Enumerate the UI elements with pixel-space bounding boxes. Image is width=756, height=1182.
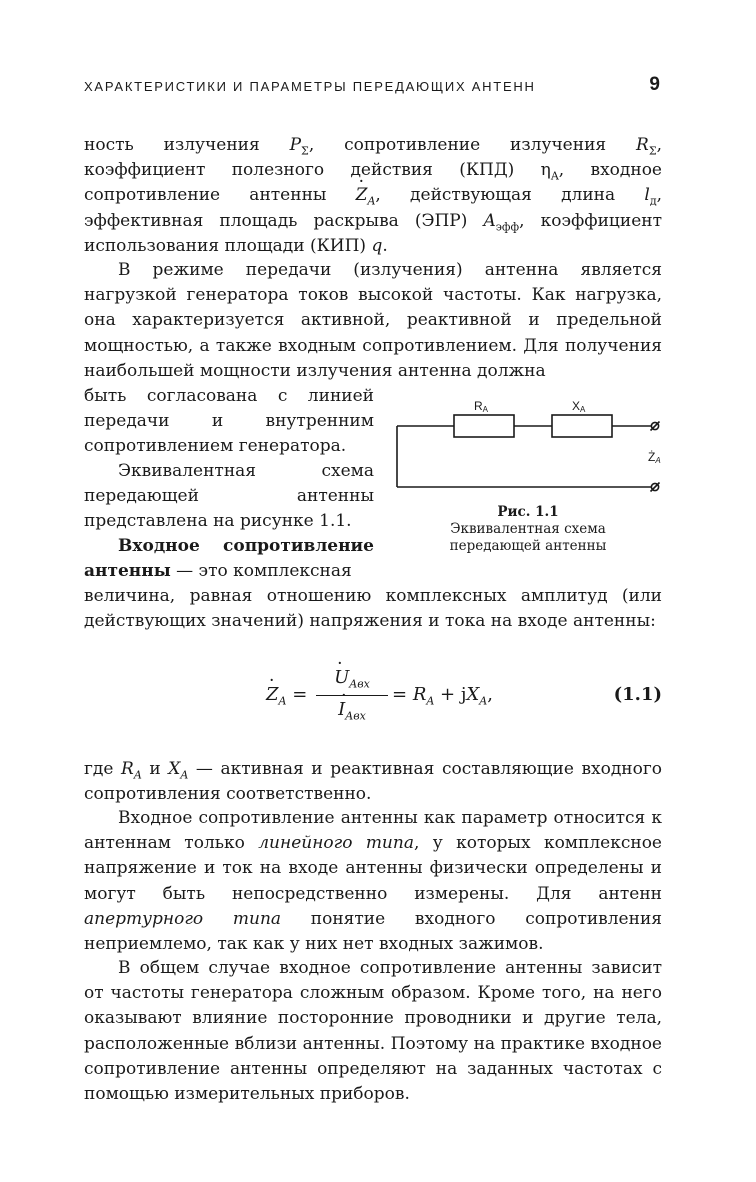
paragraph-input-impedance-definition: Входное сопротивление антенны — это комплексная: [84, 536, 374, 582]
equation-rhs: = $R_A + jX_A$,: [392, 684, 493, 708]
equation-body: [266, 665, 566, 727]
reactance-xa: [552, 415, 612, 437]
figure-caption-line-1: Эквивалентная схема: [450, 521, 606, 537]
paragraph-transmission-mode-continued: быть согласована с линией передачи и внутренним сопротивлением генератора.: [84, 386, 374, 457]
page-header: [84, 76, 662, 100]
equation-number: (1.1): [613, 684, 662, 705]
label-ra: RA: [474, 399, 489, 414]
equation-1-1: [84, 665, 662, 727]
paragraph-where-components: где $R_A$ и $X_A$ — активная и реактивная составляющие входного сопротивления соответственно.: [84, 759, 663, 805]
fraction-bar: [316, 695, 388, 696]
circuit-diagram: [392, 388, 672, 500]
term-input-impedance: Входное сопротивление антенны: [84, 536, 374, 582]
figure-number: Рис. 1.1: [497, 504, 559, 520]
label-xa: XA: [572, 399, 586, 414]
running-head: ХАРАКТЕРИСТИКИ И ПАРАМЕТРЫ ПЕРЕДАЮЩИХ АНТЕНН: [84, 79, 536, 94]
paragraph-equivalent-circuit-ref: Эквивалентная схема передающей антенны представлена на рисунке 1.1.: [84, 461, 374, 532]
fraction-denominator: · $I_{Aвх}$: [314, 699, 390, 720]
resistor-ra: [454, 415, 514, 437]
figure-caption-line-2: передающей антенны: [449, 538, 607, 554]
fraction-numerator: · $U_{Aвх}$: [314, 667, 390, 688]
term-linear-type: линейного типа: [258, 833, 414, 854]
paragraph-input-impedance-definition-continued: величина, равная отношению комплексных амплитуд (или действующих значений) напряжения и тока на входе антенны:: [84, 586, 662, 632]
figure-equivalent-circuit: [392, 388, 672, 560]
paragraph-frequency-dependence: В общем случае входное сопротивление антенны зависит от частоты генератора сложным образом. Кроме того, на него оказывают влияние посторонние проводники и другие тела, расположенные вблизи антенны. Поэтому на практике входное сопротивление антенны определяют на заданных частотах с помощью измерительных приборов.: [84, 958, 662, 1105]
paragraph-linear-vs-aperture: Входное сопротивление антенны как параметр относится к антеннам только линейного типа, у которых комплексное напряжение и ток на входе антенны физически определены и могут быть непосредственно измерены. Для антенн апертурного типа понятие входного сопротивления неприемлемо, так как у них нет входных зажимов.: [84, 808, 662, 955]
page-number: 9: [649, 74, 660, 95]
equation-lhs: · $Z_A$ =: [266, 684, 307, 705]
term-aperture-type: апертурного типа: [84, 908, 282, 929]
figure-caption: [392, 504, 664, 555]
paragraph-parameters-list: ность излучения $P_\Sigma$, сопротивление излучения $R_\Sigma$, коэффициент полезного действия (КПД) $\eta_A$, входное сопротивление антенны · $Z_A$, действующая длина $l_д$, эффективная площадь раскрыва (ЭПР) $A_{эфф}$, коэффициент использования площади (КИП) q.: [84, 133, 662, 259]
paragraph-transmission-mode: В режиме передачи (излучения) антенна является нагрузкой генератора токов высокой частоты. Как нагрузка, она характеризуется активной, реактивной и предельной мощностью, а также входным сопротивлением. Для получения наибольшей мощности излучения антенна должна: [84, 260, 662, 381]
label-za: ŻA: [648, 450, 661, 465]
